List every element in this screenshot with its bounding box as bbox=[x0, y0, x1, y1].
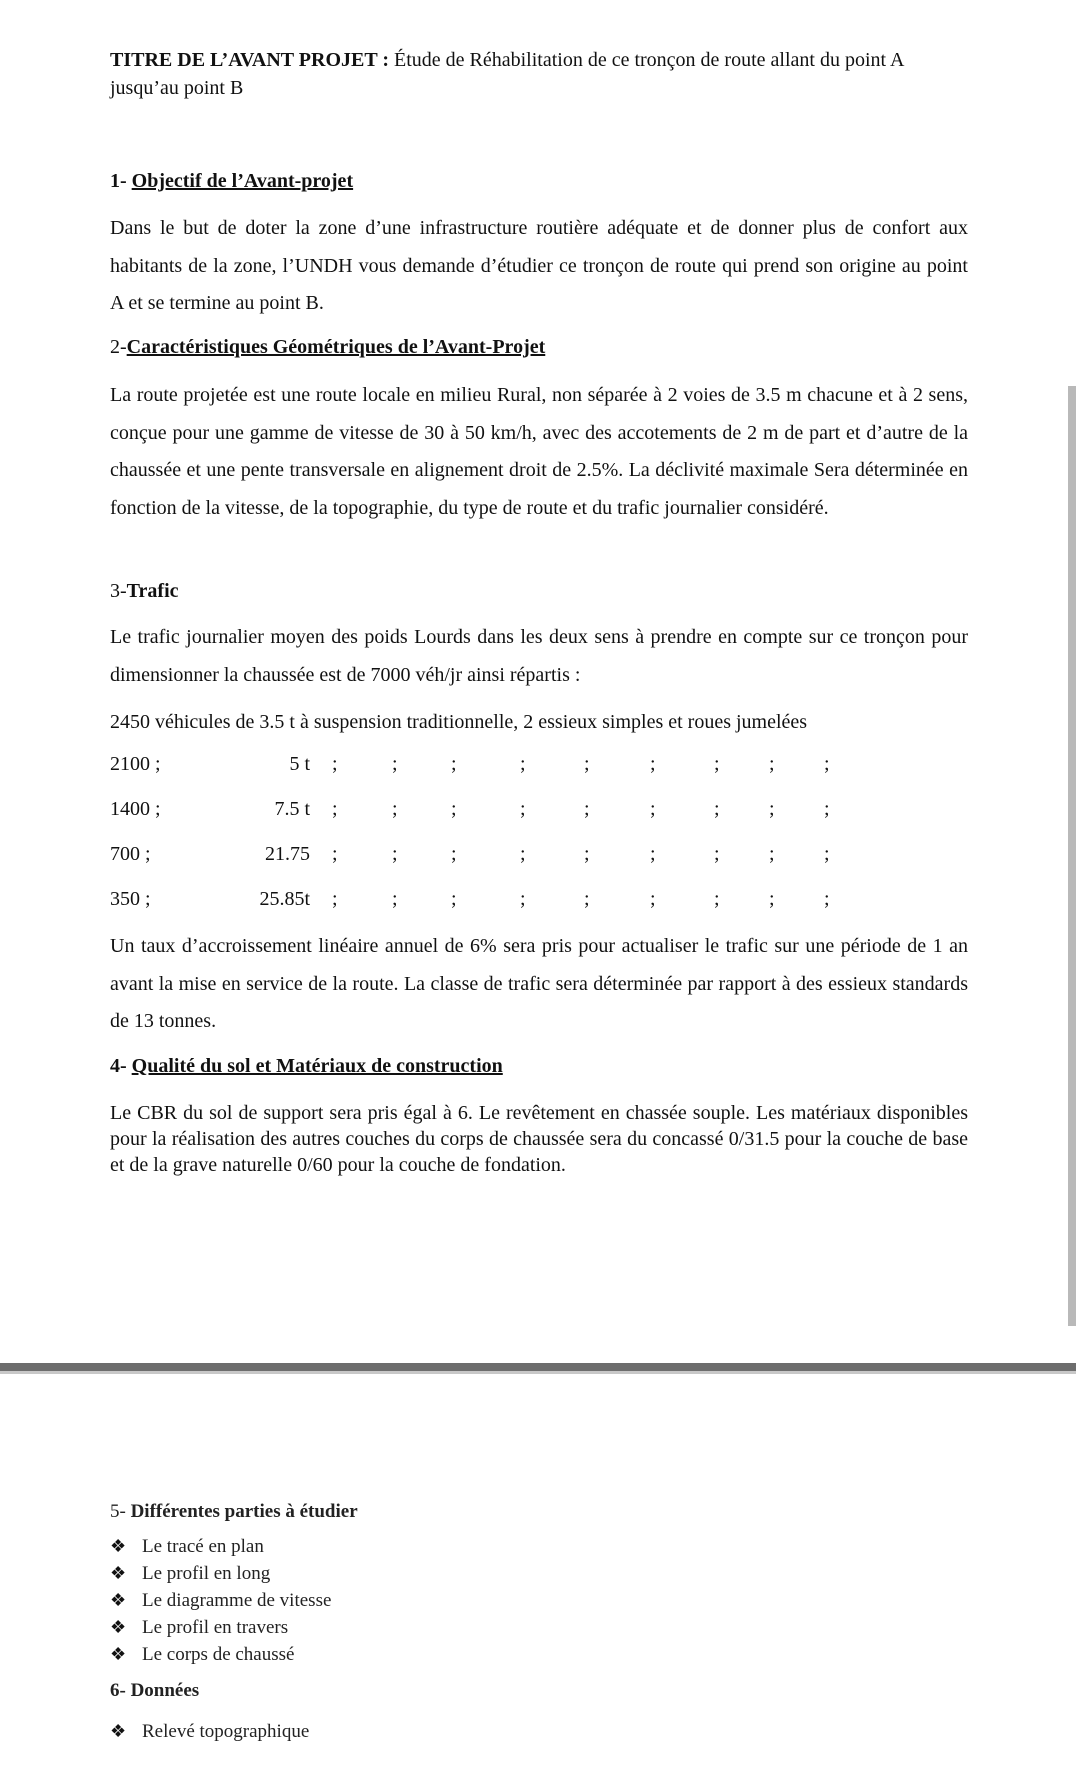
ditto-separator: ; bbox=[451, 753, 457, 775]
section-2-heading bbox=[110, 336, 968, 359]
ditto-separator: ; bbox=[584, 843, 590, 865]
ditto-separator: ; bbox=[392, 753, 398, 775]
section-2-number: 2- bbox=[110, 336, 127, 358]
study-part-item bbox=[110, 1614, 358, 1641]
list-item-text: Le tracé en plan bbox=[142, 1536, 264, 1557]
section-1-number: 1- bbox=[110, 170, 132, 192]
section-1-heading bbox=[110, 170, 968, 193]
section-5-title: Différentes parties à étudier bbox=[130, 1501, 358, 1522]
diamond-bullet-icon: ❖ bbox=[110, 1590, 127, 1610]
ditto-separator: ; bbox=[520, 798, 526, 820]
ditto-separator: ; bbox=[332, 888, 338, 910]
ditto-separator: ; bbox=[332, 798, 338, 820]
ditto-separator: ; bbox=[824, 753, 830, 775]
section-5-number: 5- bbox=[110, 1501, 131, 1522]
page-divider-shadow bbox=[0, 1371, 1076, 1374]
section-5-heading bbox=[110, 1501, 358, 1533]
ditto-separator: ; bbox=[520, 888, 526, 910]
section-3-heading bbox=[110, 580, 968, 603]
section-6 bbox=[110, 1680, 309, 1745]
traffic-row bbox=[110, 843, 870, 873]
ditto-separator: ; bbox=[714, 843, 720, 865]
section-4-heading bbox=[110, 1055, 968, 1078]
study-part-item bbox=[110, 1587, 358, 1614]
ditto-separator: ; bbox=[650, 888, 656, 910]
ditto-separator: ; bbox=[714, 888, 720, 910]
list-item-text: Le corps de chaussé bbox=[142, 1644, 295, 1665]
ditto-separator: ; bbox=[650, 753, 656, 775]
title-text: Étude de Réhabilitation de ce tronçon de route allant du point A jusqu’au point B bbox=[110, 49, 904, 99]
traffic-row bbox=[110, 798, 870, 828]
section-3-line: 2450 véhicules de 3.5 t à suspension traditionnelle, 2 essieux simples et roues jumelées bbox=[110, 711, 808, 733]
ditto-separator: ; bbox=[824, 888, 830, 910]
scrollbar[interactable] bbox=[1068, 386, 1076, 1326]
ditto-separator: ; bbox=[714, 753, 720, 775]
list-item-text: Relevé topographique bbox=[142, 1721, 310, 1742]
ditto-separator: ; bbox=[392, 798, 398, 820]
traffic-row bbox=[110, 753, 870, 783]
diamond-bullet-icon: ❖ bbox=[110, 1563, 127, 1583]
diamond-bullet-icon: ❖ bbox=[110, 1644, 127, 1664]
title-label: TITRE DE L’AVANT PROJET : bbox=[110, 49, 389, 71]
ditto-separator: ; bbox=[824, 798, 830, 820]
ditto-separator: ; bbox=[392, 888, 398, 910]
list-item-text: Le diagramme de vitesse bbox=[142, 1590, 332, 1611]
diamond-bullet-icon: ❖ bbox=[110, 1536, 127, 1556]
list-item-text: Le profil en long bbox=[142, 1563, 271, 1584]
ditto-separator: ; bbox=[584, 888, 590, 910]
traffic-count: 350 ; bbox=[110, 888, 151, 910]
section-4-number: 4- bbox=[110, 1055, 132, 1077]
study-part-item bbox=[110, 1641, 358, 1668]
traffic-count: 1400 ; bbox=[110, 798, 161, 820]
ditto-separator: ; bbox=[769, 888, 775, 910]
study-part-item bbox=[110, 1533, 358, 1560]
section-3-title: Trafic bbox=[126, 580, 179, 602]
section-1-title: Objectif de l’Avant-projet bbox=[131, 170, 354, 192]
section-1-body: Dans le but de doter la zone d’une infrastructure routière adéquate et de donner plus de confort aux habitants de la zone, l’UNDH vous demande d’étudier ce tronçon de route qui prend son origine au point A et se termine au point B. bbox=[110, 217, 968, 314]
page-divider bbox=[0, 1363, 1076, 1371]
diamond-bullet-icon: ❖ bbox=[110, 1617, 127, 1637]
section-3-body-2: Un taux d’accroissement linéaire annuel de 6% sera pris pour actualiser le trafic sur une période de 1 an avant la mise en service de la route. La classe de trafic sera déterminée par rapport à des essieux standards de 13 tonnes. bbox=[110, 935, 968, 1032]
section-5-list bbox=[110, 1533, 358, 1668]
diamond-bullet-icon: ❖ bbox=[110, 1721, 127, 1741]
traffic-count: 2100 ; bbox=[110, 753, 161, 775]
ditto-separator: ; bbox=[650, 843, 656, 865]
ditto-separator: ; bbox=[584, 753, 590, 775]
section-5 bbox=[110, 1501, 358, 1668]
data-item bbox=[110, 1718, 309, 1745]
ditto-separator: ; bbox=[332, 843, 338, 865]
section-4-title: Qualité du sol et Matériaux de construction bbox=[131, 1055, 503, 1077]
section-2-body: La route projetée est une route locale en milieu Rural, non séparée à 2 voies de 3.5 m chacune et à 2 sens, conçue pour une gamme de vitesse de 30 à 50 km/h, avec des accotements de 2 m de part et d’autre de la chaussée et une pente transversale en alignement droit de 2.5%. La déclivité maximale Sera déterminée en fonction de la vitesse, de la topographie, du type de route et du trafic journalier considéré. bbox=[110, 384, 968, 519]
traffic-weight: 5 t bbox=[289, 753, 310, 775]
section-3-number: 3- bbox=[110, 580, 127, 602]
traffic-row bbox=[110, 888, 870, 918]
section-3-body-1: Le trafic journalier moyen des poids Lourds dans les deux sens à prendre en compte sur ce tronçon pour dimensionner la chaussée est de 7000 véh/jr ainsi répartis : bbox=[110, 626, 968, 686]
section-6-list bbox=[110, 1718, 309, 1745]
ditto-separator: ; bbox=[332, 753, 338, 775]
ditto-separator: ; bbox=[650, 798, 656, 820]
ditto-separator: ; bbox=[769, 843, 775, 865]
traffic-count: 700 ; bbox=[110, 843, 151, 865]
ditto-separator: ; bbox=[714, 798, 720, 820]
project-title bbox=[110, 46, 968, 102]
ditto-separator: ; bbox=[451, 798, 457, 820]
ditto-separator: ; bbox=[520, 753, 526, 775]
section-4-body: Le CBR du sol de support sera pris égal à 6. Le revêtement en chassée souple. Les matériaux disponibles pour la réalisation des autres couches du corps de chaussée sera du concassé 0/31.5 pour la couche de base et de la grave naturelle 0/60 pour la couche de fondation. bbox=[110, 1102, 968, 1176]
ditto-separator: ; bbox=[451, 843, 457, 865]
list-item-text: Le profil en travers bbox=[142, 1617, 289, 1638]
section-6-heading: 6- Données bbox=[110, 1680, 200, 1701]
traffic-weight: 21.75 bbox=[265, 843, 310, 865]
ditto-separator: ; bbox=[520, 843, 526, 865]
ditto-separator: ; bbox=[769, 798, 775, 820]
study-part-item bbox=[110, 1560, 358, 1587]
ditto-separator: ; bbox=[451, 888, 457, 910]
section-2-title: Caractéristiques Géométriques de l’Avant-Projet bbox=[126, 336, 546, 358]
ditto-separator: ; bbox=[769, 753, 775, 775]
traffic-weight: 7.5 t bbox=[274, 798, 310, 820]
ditto-separator: ; bbox=[392, 843, 398, 865]
ditto-separator: ; bbox=[584, 798, 590, 820]
ditto-separator: ; bbox=[824, 843, 830, 865]
traffic-weight: 25.85t bbox=[259, 888, 310, 910]
